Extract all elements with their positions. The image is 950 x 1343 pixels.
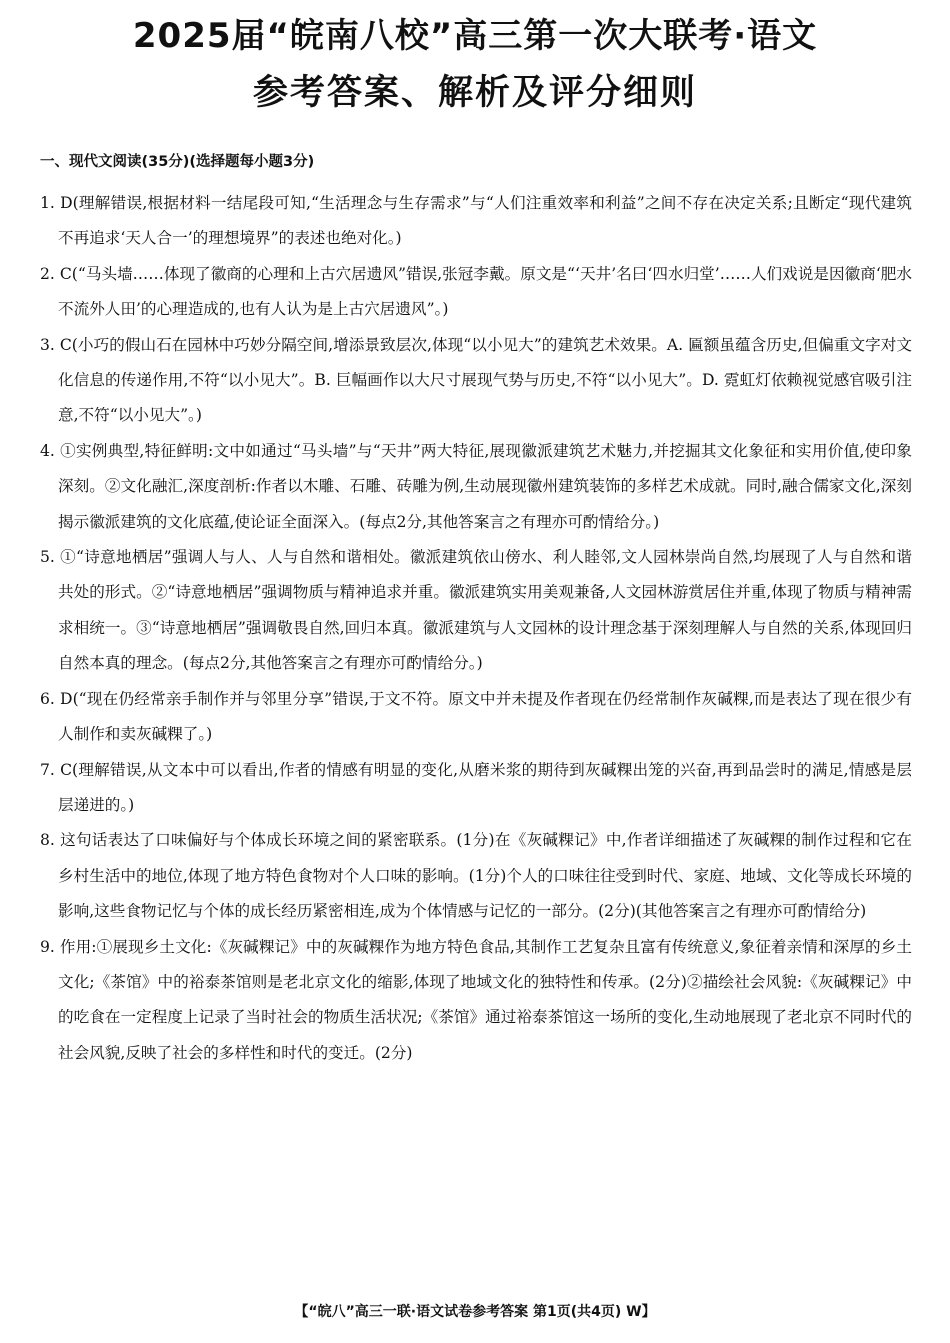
page-title: 2025届“皖南八校”高三第一次大联考·语文 (132, 16, 818, 56)
answer-item-2: 2. C(“马头墙……体现了徽商的心理和上古穴居遗风”错误,张冠李戴。原文是“‘天井’名曰‘四水归堂’……人们戏说是因徽商‘肥水不流外人田’的心理造成的,也有人认为是上古穴居遗风”。) (40, 264, 912, 319)
answer-item-9: 9. 作用:①展现乡土文化:《灰碱粿记》中的灰碱粿作为地方特色食品,其制作工艺复杂且富有传统意义,象征着亲情和深厚的乡土文化;《茶馆》中的裕泰茶馆则是老北京文化的缩影,体现了地域文化的独特性和传承。(2分)②描绘社会风貌:《灰碱粿记》中的吃食在一定程度上记录了当时社会的物质生活状况;《茶馆》通过裕泰茶馆这一场所的变化,生动地展现了老北京不同时代的社会风貌,反映了社会的多样性和时代的变迁。(2分) (40, 937, 912, 1062)
answer-item-7: 7. C(理解错误,从文本中可以看出,作者的情感有明显的变化,从磨米浆的期待到灰碱粿出笼的兴奋,再到品尝时的满足,情感是层层递进的。) (40, 760, 912, 814)
answer-item-4: 4. ①实例典型,特征鲜明:文中如通过“马头墙”与“天井”两大特征,展现徽派建筑艺术魅力,并挖掘其文化象征和实用价值,使印象深刻。②文化融汇,深度剖析:作者以木雕、石雕、砖雕为例,生动展现徽州建筑装饰的多样艺术成就。同时,融合儒家文化,深刻揭示徽派建筑的文化底蕴,使论证全面深入。(每点2分,其他答案言之有理亦可酌情给分。) (40, 441, 912, 531)
answer-item-1: 1. D(理解错误,根据材料一结尾段可知,“生活理念与生存需求”与“人们注重效率和利益”之间不存在决定关系;且断定“现代建筑不再追求‘天人合一’的理想境界”的表述也绝对化。) (40, 194, 912, 248)
page-footer: 【“皖八”高三一联·语文试卷参考答案 第1页(共4页) W】 (294, 1304, 656, 1320)
page-subtitle: 参考答案、解析及评分细则 (252, 73, 697, 113)
section-heading: 一、现代文阅读(35分)(选择题每小题3分) (40, 154, 315, 170)
answer-item-3: 3. C(小巧的假山石在园林中巧妙分隔空间,增添景致层次,体现“以小见大”的建筑艺术效果。A. 匾额虽蕴含历史,但偏重文字对文化信息的传递作用,不符“以小见大”。B. 巨幅画作以大尺寸展现气势与历史,不符“以小见大”。D. 霓虹灯依赖视觉感官吸引注意,不符“以小见大”。) (40, 335, 912, 425)
answer-list (40, 186, 912, 1071)
answer-item-6: 6. D(“现在仍经常亲手制作并与邻里分享”错误,于文不符。原文中并未提及作者现在仍经常制作灰碱粿,而是表达了现在很少有人制作和卖灰碱粿了。) (40, 689, 912, 744)
answer-item-8: 8. 这句话表达了口味偏好与个体成长环境之间的紧密联系。(1分)在《灰碱粿记》中,作者详细描述了灰碱粿的制作过程和它在乡村生活中的地位,体现了地方特色食物对个人口味的影响。(1分)个人的口味往往受到时代、家庭、地域、文化等成长环境的影响,这些食物记忆与个体的成长经历紧密相连,成为个体情感与记忆的一部分。(2分)(其他答案言之有理亦可酌情给分) (40, 831, 912, 921)
answer-item-5: 5. ①“诗意地栖居”强调人与人、人与自然和谐相处。徽派建筑依山傍水、利人睦邻,文人园林崇尚自然,均展现了人与自然和谐共处的形式。②“诗意地栖居”强调物质与精神追求并重。徽派建筑实用美观兼备,人文园林游赏居住并重,体现了物质与精神需求相统一。③“诗意地栖居”强调敬畏自然,回归本真。徽派建筑与人文园林的设计理念基于深刻理解人与自然的关系,体现回归自然本真的理念。(每点2分,其他答案言之有理亦可酌情给分。) (40, 548, 912, 673)
